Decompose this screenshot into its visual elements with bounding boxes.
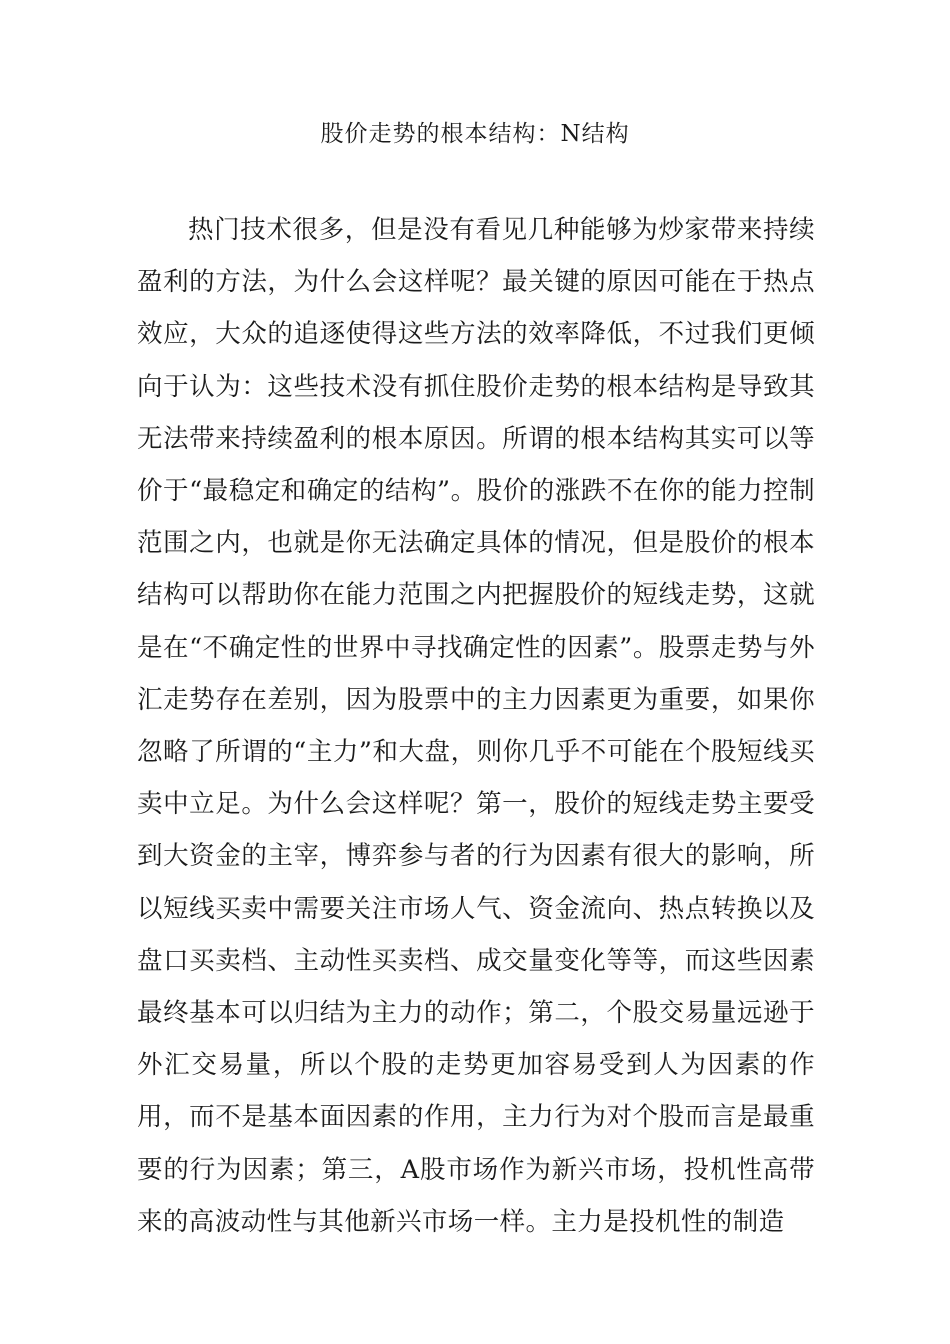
body-paragraph: 热门技术很多，但是没有看见几种能够为炒家带来持续盈利的方法，为什么会这样呢？最关键的原因可能在于热点效应，大众的追逐使得这些方法的效率降低，不过我们更倾向于认为：这些技术没有抓住股价走势的根本结构是导致其无法带来持续盈利的根本原因。所谓的根本结构其实可以等价于“最稳定和确定的结构”。股价的涨跌不在你的能力控制范围之内，也就是你无法确定具体的情况，但是股价的根本结构可以帮助你在能力范围之内把握股价的短线走势，这就是在“不确定性的世界中寻找确定性的因素”。股票走势与外汇走势存在差别，因为股票中的主力因素更为重要，如果你忽略了所谓的“主力”和大盘，则你几乎不可能在个股短线买卖中立足。为什么会这样呢？第一，股价的短线走势主要受到大资金的主宰，博弈参与者的行为因素有很大的影响，所以短线买卖中需要关注市场人气、资金流向、热点转换以及盘口买卖档、主动性买卖档、成交量变化等等，而这些因素最终基本可以归结为主力的动作；第二，个股交易量远逊于外汇交易量，所以个股的走势更加容易受到人为因素的作用，而不是基本面因素的作用，主力行为对个股而言是最重要的行为因素；第三，A股市场作为新兴市场，投机性高带来的高波动性与其他新兴市场一样。主力是投机性的制造: [137, 215, 815, 1237]
document-title: 股价走势的根本结构：N结构: [320, 121, 630, 147]
